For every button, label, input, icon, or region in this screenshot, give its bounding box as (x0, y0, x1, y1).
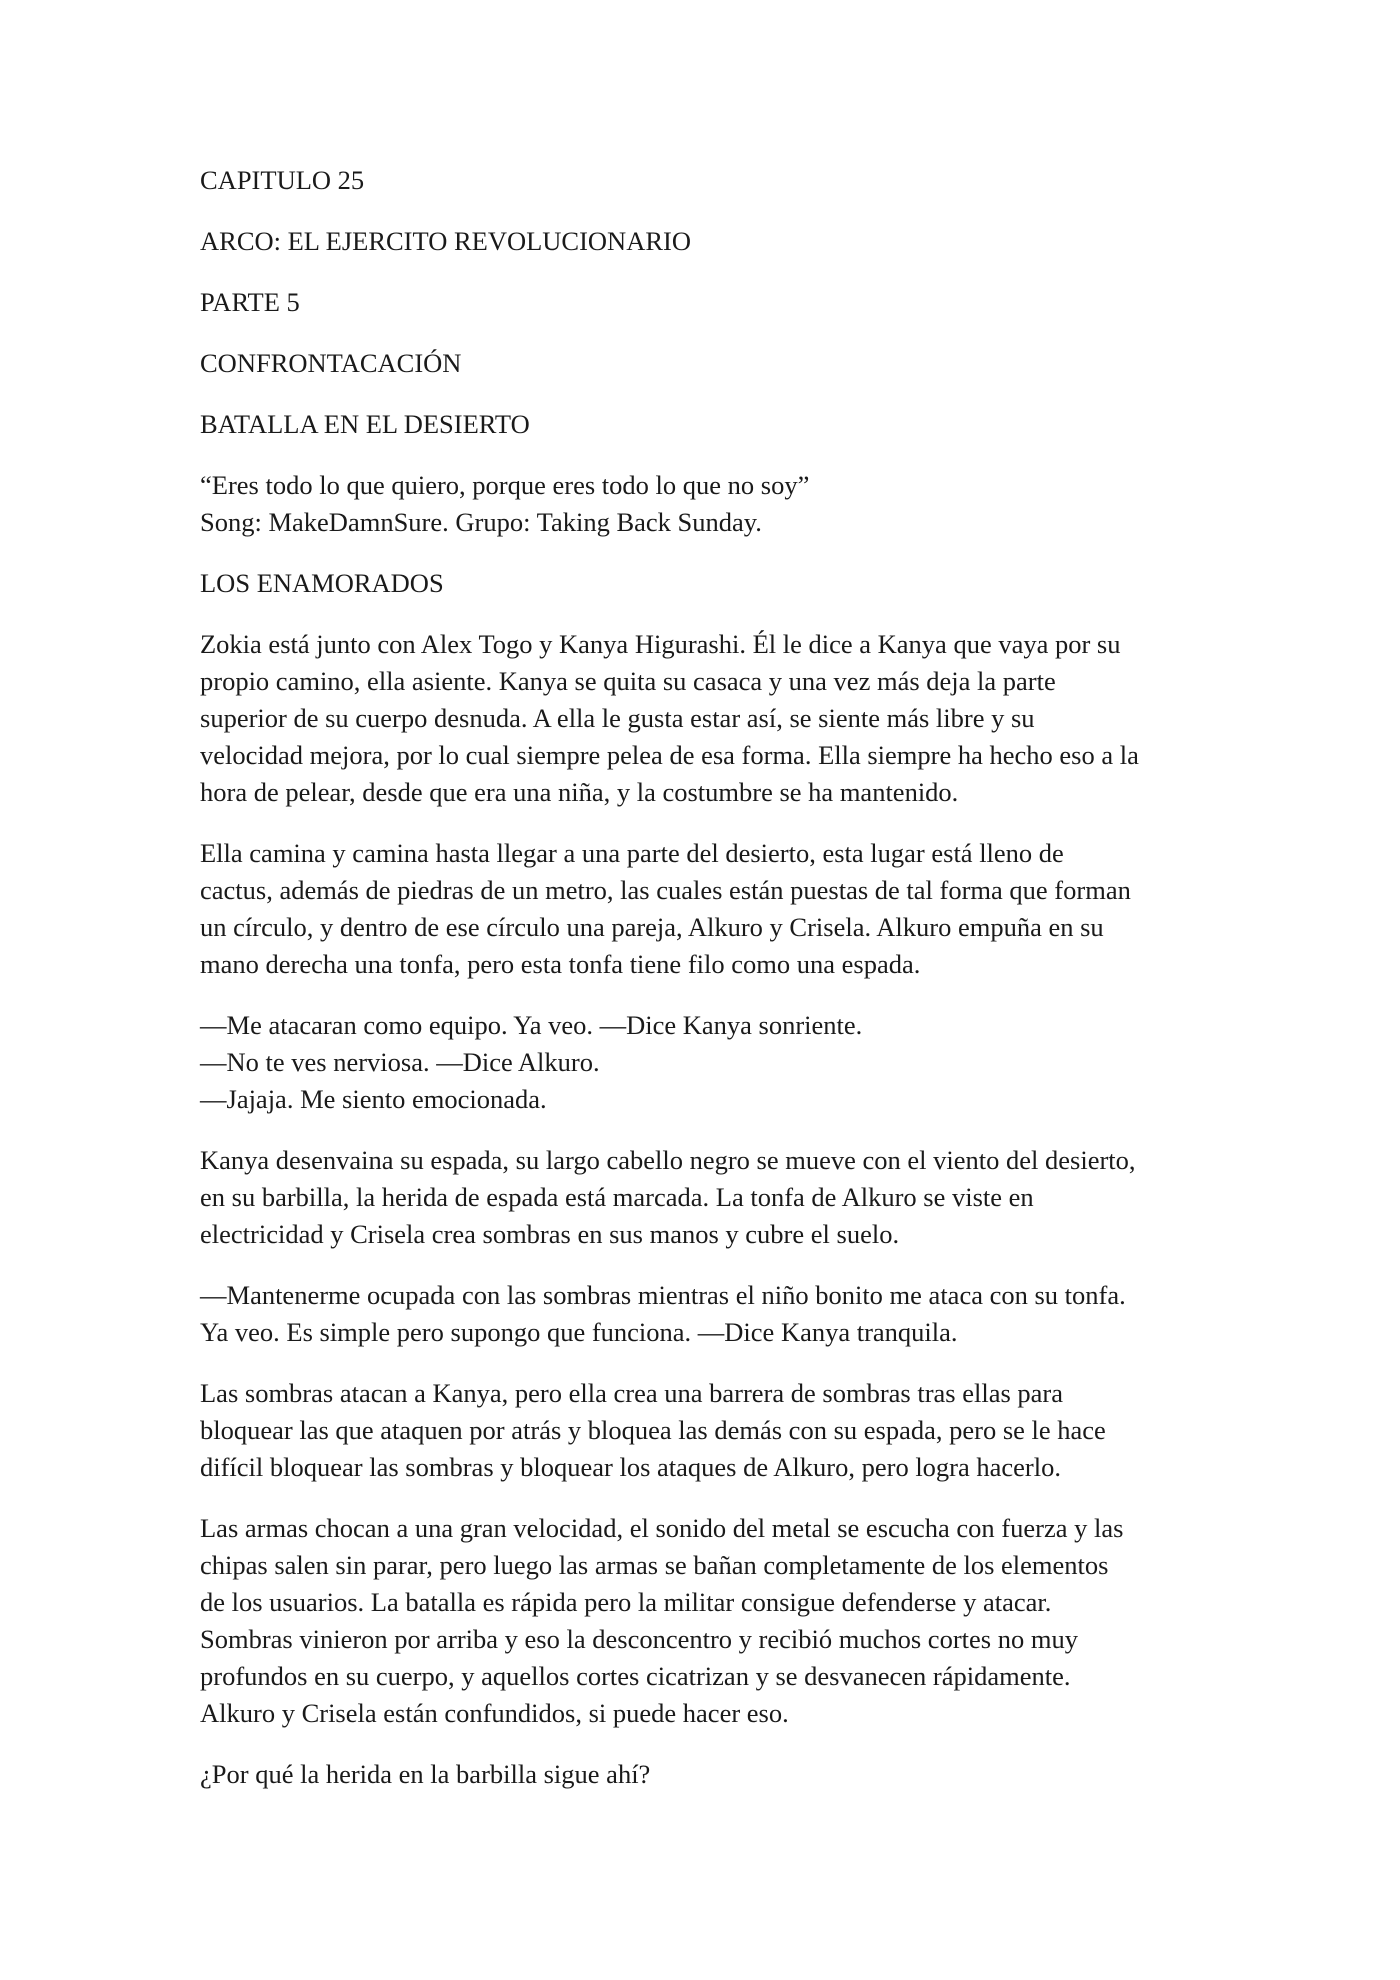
section-title: LOS ENAMORADOS (200, 568, 444, 598)
paragraph-line: propio camino, ella asiente. Kanya se quita su casaca y una vez más deja la parte (200, 666, 1056, 696)
epigraph (200, 467, 1210, 541)
epigraph-quote: “Eres todo lo que quiero, porque eres todo lo que no soy” (200, 470, 810, 500)
confrontation-title: CONFRONTACACIÓN (200, 348, 462, 378)
paragraph (200, 1142, 1210, 1253)
paragraph-line: difícil bloquear las sombras y bloquear los ataques de Alkuro, pero logra hacerlo. (200, 1452, 1061, 1482)
body-text (200, 626, 1210, 1793)
paragraph-line: Kanya desenvaina su espada, su largo cabello negro se mueve con el viento del desierto, (200, 1145, 1136, 1175)
paragraph-line: mano derecha una tonfa, pero esta tonfa tiene filo como una espada. (200, 949, 921, 979)
paragraph-line: electricidad y Crisela crea sombras en sus manos y cubre el suelo. (200, 1219, 900, 1249)
paragraph (200, 1007, 1210, 1118)
paragraph-line: —Jajaja. Me siento emocionada. (200, 1084, 547, 1114)
battle-title: BATALLA EN EL DESIERTO (200, 409, 530, 439)
paragraph-line: de los usuarios. La batalla es rápida pero la militar consigue defenderse y atacar. (200, 1587, 1052, 1617)
paragraph-line: bloquear las que ataquen por atrás y bloquea las demás con su espada, pero se le hace (200, 1415, 1106, 1445)
paragraph-line: Las sombras atacan a Kanya, pero ella crea una barrera de sombras tras ellas para (200, 1378, 1064, 1408)
paragraph-line: —Mantenerme ocupada con las sombras mientras el niño bonito me ataca con su tonfa. (200, 1280, 1126, 1310)
paragraph-line: Zokia está junto con Alex Togo y Kanya Higurashi. Él le dice a Kanya que vaya por su (200, 629, 1121, 659)
paragraph (200, 1510, 1210, 1732)
paragraph-line: Alkuro y Crisela están confundidos, si puede hacer eso. (200, 1698, 789, 1728)
paragraph-line: chipas salen sin parar, pero luego las armas se bañan completamente de los elementos (200, 1550, 1109, 1580)
part-title: PARTE 5 (200, 287, 300, 317)
paragraph-line: en su barbilla, la herida de espada está marcada. La tonfa de Alkuro se viste en (200, 1182, 1034, 1212)
paragraph (200, 1277, 1210, 1351)
paragraph-line: cactus, además de piedras de un metro, las cuales están puestas de tal forma que forman (200, 875, 1131, 905)
paragraph (200, 835, 1210, 983)
arc-title: ARCO: EL EJERCITO REVOLUCIONARIO (200, 226, 691, 256)
paragraph-line: Ella camina y camina hasta llegar a una parte del desierto, esta lugar está lleno de (200, 838, 1064, 868)
paragraph-line: profundos en su cuerpo, y aquellos cortes cicatrizan y se desvanecen rápidamente. (200, 1661, 1071, 1691)
paragraph (200, 1375, 1210, 1486)
epigraph-credit: Song: MakeDamnSure. Grupo: Taking Back Sunday. (200, 507, 762, 537)
paragraph (200, 1756, 1210, 1793)
paragraph-line: —Me atacaran como equipo. Ya veo. —Dice Kanya sonriente. (200, 1010, 863, 1040)
paragraph-line: ¿Por qué la herida en la barbilla sigue ahí? (200, 1759, 651, 1789)
paragraph-line: un círculo, y dentro de ese círculo una pareja, Alkuro y Crisela. Alkuro empuña en su (200, 912, 1104, 942)
paragraph-line: hora de pelear, desde que era una niña, y la costumbre se ha mantenido. (200, 777, 959, 807)
paragraph-line: —No te ves nerviosa. —Dice Alkuro. (200, 1047, 600, 1077)
chapter-title: CAPITULO 25 (200, 165, 365, 195)
paragraph-line: Sombras vinieron por arriba y eso la desconcentro y recibió muchos cortes no muy (200, 1624, 1078, 1654)
document-page (200, 162, 1210, 1817)
paragraph-line: Ya veo. Es simple pero supongo que funciona. —Dice Kanya tranquila. (200, 1317, 958, 1347)
paragraph-line: superior de su cuerpo desnuda. A ella le gusta estar así, se siente más libre y su (200, 703, 1035, 733)
paragraph-line: Las armas chocan a una gran velocidad, el sonido del metal se escucha con fuerza y las (200, 1513, 1124, 1543)
paragraph-line: velocidad mejora, por lo cual siempre pelea de esa forma. Ella siempre ha hecho eso a la (200, 740, 1139, 770)
paragraph (200, 626, 1210, 811)
